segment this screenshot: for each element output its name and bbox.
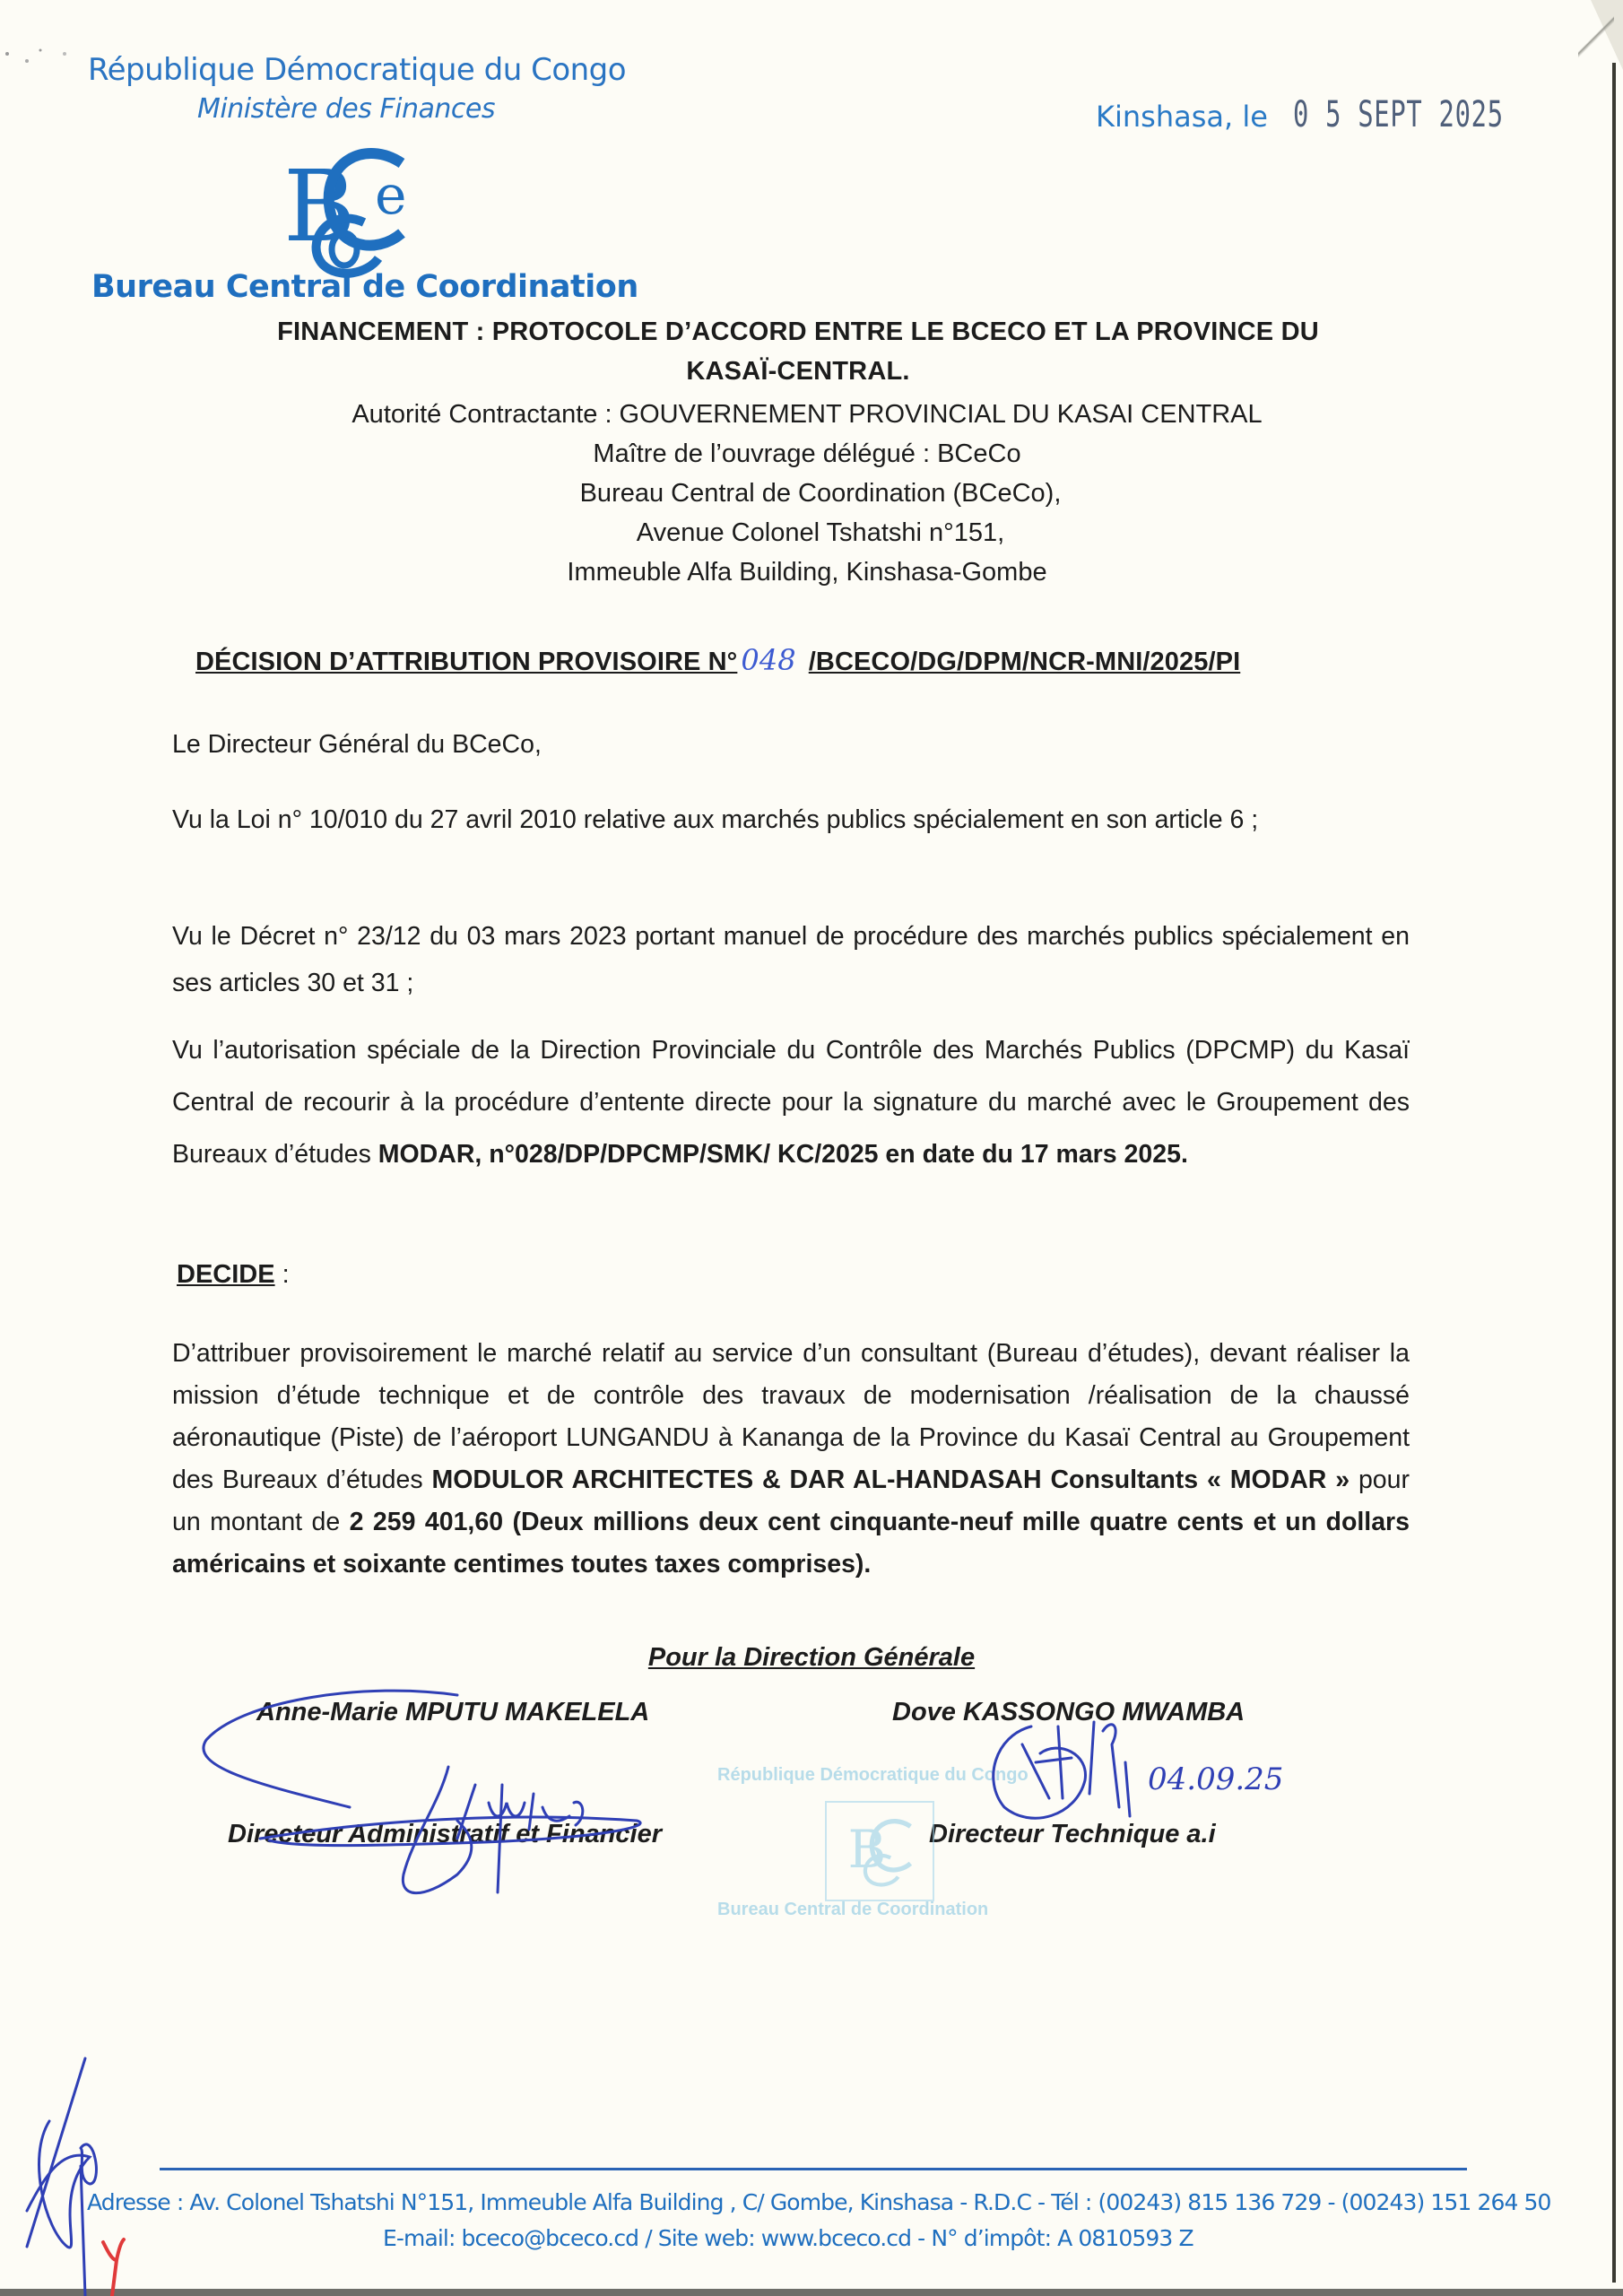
stamp-top-text: République Démocratique du Congo [717,1765,1028,1785]
amount-intro: pour un montant de [172,1465,1410,1536]
decide-label: DECIDE [177,1260,275,1289]
svg-text:B: B [283,149,356,264]
official-stamp [708,1765,1094,1922]
handwritten-date: 04.09.25 [1148,1761,1284,1797]
stamp-logo-box [825,1801,934,1901]
initials-mark [18,2049,152,2296]
org-street: Avenue Colonel Tshatshi n°151, [636,518,1005,547]
red-check-mark [103,2239,124,2296]
document-title [179,312,1417,391]
title-line-1: FINANCEMENT : PROTOCOLE D’ACCORD ENTRE LE BCECO ET LA PROVINCE DU [277,317,1319,346]
signer-left-name: Anne-Marie MPUTU MAKELELA [256,1698,650,1726]
page-edge [1612,63,1616,2283]
letterhead-republic: République Démocratique du Congo [88,52,627,88]
award-amount: 2 259 401,60 (Deux millions deux cent cinquante-neuf mille quatre cents et un dollars américains et soixante centimes toutes taxes comprises). [172,1508,1410,1578]
svg-text:e: e [375,164,407,227]
org-building: Immeuble Alfa Building, Kinshasa-Gombe [567,558,1047,587]
decision-reference [195,643,1240,677]
paragraph-attribution [172,1333,1410,1586]
paragraph-decret: Vu le Décret n° 23/12 du 03 mars 2023 portant manuel de procédure des marchés publics spécialement en ses articles 30 et 31 ; [172,922,1410,997]
contracting-info [179,395,1435,592]
decide-heading [177,1260,290,1290]
bceco-logo [267,144,420,278]
stamp-bottom-text: Bureau Central de Coordination [717,1900,989,1919]
signer-right-title: Directeur Technique a.i [929,1820,1216,1848]
org-name: Bureau Central de Coordination (BCeCo), [579,479,1062,508]
svg-text:B: B [847,1818,887,1880]
footer-contact: E-mail: bceco@bceco.cd / Site web: www.bceco.cd - N° d’impôt: A 0810593 Z [383,2225,1193,2251]
place-date [1096,94,1585,135]
date-stamp: 0 5 SEPT 2025 [1292,94,1504,135]
attribution-text: D’attribuer provisoirement le marché relatif au service d’un consultant (Bureau d’études), devant réaliser la mission d’étude technique et de contrôle des travaux de modernisation /réalisation de la chaussé aéronautique (Piste) de l’aéroport LUNGANDU à Kananga de la Province du Kasaï Central au Groupement des Bureaux d’études [172,1339,1410,1494]
signer-left-title: Directeur Administratif et Financier [228,1820,662,1848]
place-label: Kinshasa, le [1096,100,1268,134]
delegated-owner: Maître de l’ouvrage délégué : BCeCo [593,439,1021,468]
footer-divider [160,2168,1467,2170]
autorisation-reference: MODAR, n°028/DP/DPCMP/SMK/ KC/2025 en date du 17 mars 2025. [378,1140,1188,1169]
title-line-2: KASAÏ-CENTRAL. [686,357,910,386]
stamp-logo [839,1809,920,1894]
paragraph-autorisation [172,1024,1410,1180]
autorisation-text: Vu l’autorisation spéciale de la Direction Provinciale du Contrôle des Marchés Publics (DPCMP) du Kasaï Central de recourir à la procédure d’entente directe pour la signature du marché avec le Groupement des Bureaux d’études [172,1036,1410,1169]
footer-address: Adresse : Av. Colonel Tshatshi N°151, Immeuble Alfa Building , C/ Gombe, Kinshasa - R.D.C - Tél : (00243) 815 136 729 - (00243) 151 264 50 [87,2189,1551,2215]
letterhead-organization: Bureau Central de Coordination [91,269,638,305]
decision-suffix: /BCECO/DG/DPM/NCR-MNI/2025/PI [808,648,1241,676]
signer-right-name: Dove KASSONGO MWAMBA [892,1698,1245,1726]
awardee-name: MODULOR ARCHITECTES & DAR AL-HANDASAH Consultants « MODAR » [431,1465,1350,1494]
letterhead-ministry: Ministère des Finances [197,93,495,125]
decision-prefix: DÉCISION D’ATTRIBUTION PROVISOIRE N° [195,648,738,676]
contracting-authority: Autorité Contractante : GOUVERNEMENT PROVINCIAL DU KASAI CENTRAL [352,400,1263,429]
salutation: Le Directeur Général du BCeCo, [172,730,542,759]
scan-specks [0,36,90,81]
signature-heading: Pour la Direction Générale [647,1643,976,1672]
handwritten-number: 048 [741,643,796,677]
decide-colon: : [274,1260,290,1289]
fold-shadow [1578,0,1614,72]
paragraph-loi: Vu la Loi n° 10/010 du 27 avril 2010 relative aux marchés publics spécialement en son article 6 ; [172,805,1259,834]
page-edge-bottom [0,2289,1623,2296]
